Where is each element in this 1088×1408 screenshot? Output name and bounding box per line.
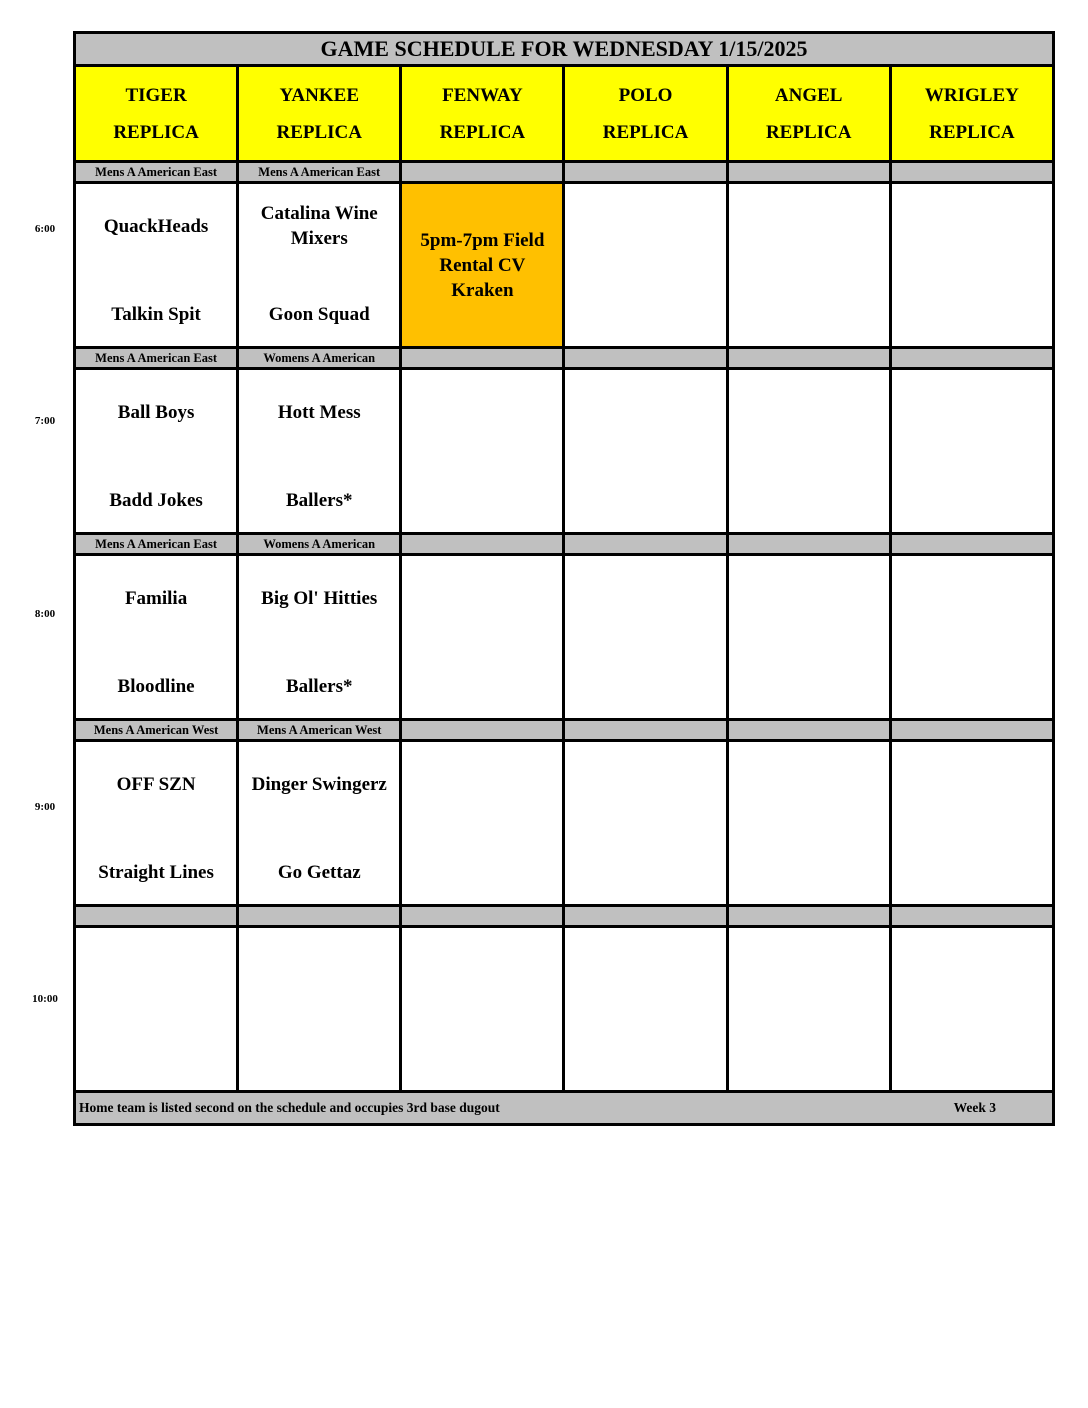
division-row (75, 906, 1054, 927)
field-header-yankee (238, 66, 401, 162)
schedule-table (73, 31, 1055, 1126)
division-label: Mens A American West (238, 720, 401, 741)
empty-cell (564, 555, 727, 720)
away-team: Familia (124, 587, 188, 609)
division-row (75, 720, 1054, 741)
away-team: Hott Mess (277, 401, 361, 423)
field-rental-cell (401, 183, 564, 348)
home-team: Ballers* (285, 489, 353, 511)
game-cell (75, 555, 238, 720)
footer-note: Home team is listed second on the schedule and occupies 3rd base dugout (79, 1100, 500, 1115)
home-team: Talkin Spit (111, 303, 201, 325)
home-team: Go Gettaz (277, 861, 361, 883)
game-cell (238, 555, 401, 720)
field-header-tiger (75, 66, 238, 162)
field-name: ANGEL (774, 84, 843, 106)
game-cell (75, 183, 238, 348)
division-label (727, 162, 890, 183)
division-label (564, 906, 727, 927)
home-team: Straight Lines (98, 861, 214, 883)
away-team: QuackHeads (103, 215, 209, 237)
field-header-fenway (401, 66, 564, 162)
division-row (75, 534, 1054, 555)
game-cell (75, 741, 238, 906)
away-team: OFF SZN (116, 773, 196, 795)
empty-cell (401, 555, 564, 720)
field-name: TIGER (125, 84, 187, 106)
time-label-7: 7:00 (34, 415, 56, 427)
schedule-sheet (73, 31, 1055, 1126)
empty-cell (727, 369, 890, 534)
empty-cell (75, 927, 238, 1092)
field-name: POLO (618, 84, 673, 106)
division-label (727, 720, 890, 741)
division-label (564, 348, 727, 369)
division-label: Mens A American East (75, 348, 238, 369)
empty-cell (890, 183, 1053, 348)
division-label (401, 534, 564, 555)
game-cell (238, 369, 401, 534)
home-team: Ballers* (285, 675, 353, 697)
time-label-8: 8:00 (34, 608, 56, 620)
empty-cell (890, 741, 1053, 906)
away-team: Big Ol' Hitties (261, 587, 378, 609)
division-label (75, 906, 238, 927)
division-label: Womens A American (238, 534, 401, 555)
division-label (401, 162, 564, 183)
division-label (727, 348, 890, 369)
division-row (75, 162, 1054, 183)
field-header-polo (564, 66, 727, 162)
away-team: Ball Boys (117, 401, 195, 423)
division-label: Mens A American East (238, 162, 401, 183)
field-rental-text: 5pm-7pm Field Rental CV Kraken (420, 229, 545, 301)
time-slot-row (75, 741, 1054, 906)
empty-cell (401, 369, 564, 534)
home-team: Badd Jokes (109, 489, 203, 511)
division-label (727, 906, 890, 927)
time-label-6: 6:00 (34, 223, 56, 235)
division-label (890, 162, 1053, 183)
empty-cell (401, 741, 564, 906)
home-team: Bloodline (117, 675, 195, 697)
division-label (401, 906, 564, 927)
time-slot-row (75, 927, 1054, 1092)
empty-cell (238, 927, 401, 1092)
field-sub: REPLICA (113, 121, 199, 143)
week-label: Week 3 (953, 1100, 996, 1115)
empty-cell (564, 369, 727, 534)
field-header-row (75, 66, 1054, 162)
away-team: Catalina Wine Mixers (260, 203, 378, 249)
time-slot-row (75, 555, 1054, 720)
field-sub: REPLICA (602, 121, 689, 143)
division-label: Womens A American (238, 348, 401, 369)
home-team: Goon Squad (268, 303, 370, 325)
division-label (890, 534, 1053, 555)
division-label (238, 906, 401, 927)
time-slot-row (75, 183, 1054, 348)
empty-cell (564, 927, 727, 1092)
division-row (75, 348, 1054, 369)
empty-cell (727, 927, 890, 1092)
empty-cell (727, 741, 890, 906)
division-label: Mens A American West (75, 720, 238, 741)
empty-cell (890, 555, 1053, 720)
division-label: Mens A American East (75, 162, 238, 183)
time-slot-row (75, 369, 1054, 534)
empty-cell (727, 183, 890, 348)
time-label-9: 9:00 (34, 801, 56, 813)
field-name: WRIGLEY (924, 84, 1019, 106)
division-label (890, 906, 1053, 927)
division-label (564, 720, 727, 741)
footer-bar (75, 1092, 1054, 1125)
division-label (727, 534, 890, 555)
empty-cell (564, 183, 727, 348)
game-cell (238, 183, 401, 348)
time-label-10: 10:00 (32, 993, 58, 1005)
away-team: Dinger Swingerz (251, 773, 387, 795)
field-name: YANKEE (279, 84, 359, 106)
empty-cell (564, 741, 727, 906)
field-name: FENWAY (442, 84, 523, 106)
division-label: Mens A American East (75, 534, 238, 555)
schedule-title: GAME SCHEDULE FOR WEDNESDAY 1/15/2025 (75, 33, 1054, 66)
empty-cell (890, 927, 1053, 1092)
division-label (890, 348, 1053, 369)
empty-cell (401, 927, 564, 1092)
division-label (564, 162, 727, 183)
field-sub: REPLICA (276, 121, 362, 143)
field-sub: REPLICA (765, 121, 852, 143)
division-label (401, 348, 564, 369)
empty-cell (890, 369, 1053, 534)
field-header-wrigley (890, 66, 1053, 162)
division-label (890, 720, 1053, 741)
field-sub: REPLICA (929, 121, 1015, 143)
game-cell (75, 369, 238, 534)
division-label (401, 720, 564, 741)
division-label (564, 534, 727, 555)
field-header-angel (727, 66, 890, 162)
empty-cell (727, 555, 890, 720)
game-cell (238, 741, 401, 906)
field-sub: REPLICA (439, 121, 526, 143)
